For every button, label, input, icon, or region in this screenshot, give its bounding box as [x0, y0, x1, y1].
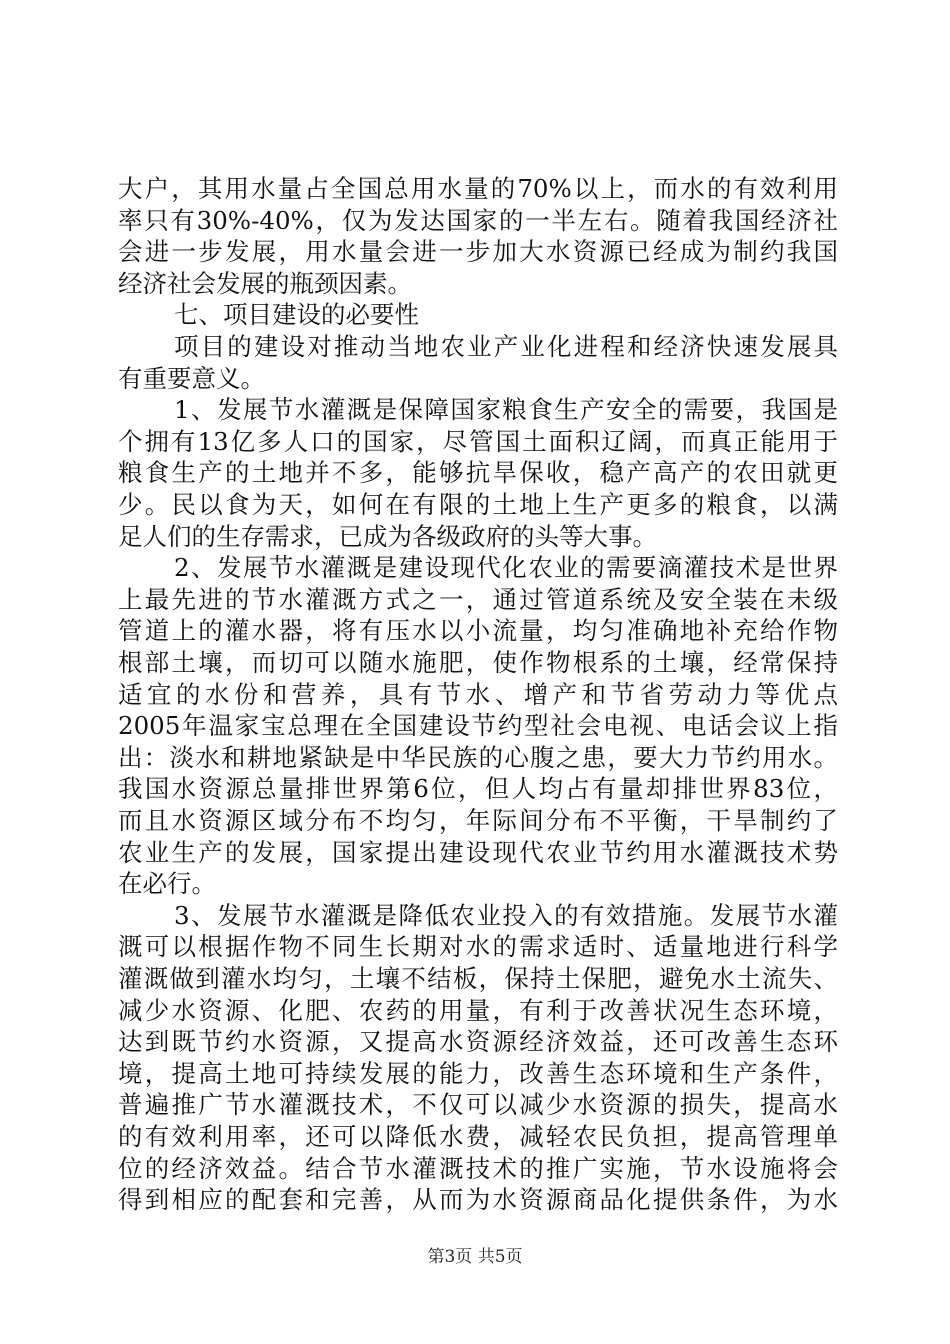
paragraph-line: 灌溉做到灌水均匀，土壤不结板，保持土保肥，避免水土流失、 [118, 964, 838, 993]
paragraph-line: 3、发展节水灌溉是降低农业投入的有效措施。发展节水灌 [174, 900, 838, 930]
paragraph-line: 上最先进的节水灌溉方式之一，通过管道系统及安全装在未级 [118, 584, 838, 614]
paragraph-line: 根部土壤，而切可以随水施肥，使作物根系的土壤，经常保持 [118, 648, 838, 677]
paragraph-line: 项目的建设对推动当地农业产业化进程和经济快速发展具 [174, 332, 838, 361]
paragraph-line: 减少水资源、化肥、农药的用量，有利于改善状况生态环境， [118, 995, 838, 1025]
paragraph-line: 农业生产的发展，国家提出建设现代农业节约用水灌溉技术势 [118, 837, 838, 867]
paragraph-line: 1、发展节水灌溉是保障国家粮食生产安全的需要，我国是 [174, 395, 838, 425]
paragraph-line: 在必行。 [118, 869, 216, 899]
paragraph-line: 粮食生产的土地并不多，能够抗旱保收，稳产高产的农田就更 [118, 458, 838, 488]
paragraph-line: 达到既节约水资源，又提高水资源经济效益，还可改善生态环 [118, 1027, 838, 1057]
paragraph-line: 管道上的灌水器，将有压水以小流量，均匀准确地补充给作物 [118, 616, 838, 646]
paragraph-line: 少。民以食为天，如何在有限的土地上生产更多的粮食，以满 [118, 490, 838, 519]
paragraph-line: 位的经济效益。结合节水灌溉技术的推广实施，节水设施将会 [118, 1153, 838, 1183]
paragraph-line: 会进一步发展，用水量会进一步加大水资源已经成为制约我国 [118, 237, 838, 267]
paragraph-line: 2、发展节水灌溉是建设现代化农业的需要滴灌技术是世界 [174, 553, 838, 583]
paragraph-line: 得到相应的配套和完善，从而为水资源商品化提供条件，为水 [118, 1185, 838, 1215]
paragraph-line: 个拥有13亿多人口的国家，尽管国土面积辽阔，而真正能用于 [118, 426, 838, 456]
paragraph-line: 溉可以根据作物不同生长期对水的需求适时、适量地进行科学 [118, 932, 838, 962]
paragraph-line: 适宜的水份和营养，具有节水、增产和节省劳动力等优点 [118, 679, 838, 709]
paragraph-line: 大户，其用水量占全国总用水量的70%以上，而水的有效利用 [118, 174, 838, 203]
paragraph-line: 足人们的生存需求，已成为各级政府的头等大事。 [118, 521, 657, 551]
paragraph-line: 我国水资源总量排世界第6位，但人均占有量却排世界83位， [118, 774, 838, 804]
paragraph-line: 的有效利用率，还可以降低水费，减轻农民负担，提高管理单 [118, 1122, 838, 1151]
paragraph-line: 境，提高土地可持续发展的能力，改善生态环境和生产条件， [118, 1058, 838, 1088]
paragraph-line: 普遍推广节水灌溉技术，不仅可以减少水资源的损失，提高水 [118, 1090, 838, 1120]
paragraph-line: 有重要意义。 [118, 363, 265, 393]
section-heading: 七、项目建设的必要性 [174, 300, 419, 330]
paragraph-line: 经济社会发展的瓶颈因素。 [118, 268, 412, 298]
paragraph-line: 2005年温家宝总理在全国建设节约型社会电视、电话会议上指 [118, 711, 838, 741]
paragraph-line: 出：淡水和耕地紧缺是中华民族的心腹之患，要大力节约用水。 [118, 742, 838, 772]
paragraph-line: 率只有30%-40%，仅为发达国家的一半左右。随着我国经济社 [118, 205, 838, 235]
page-footer: 第3页 共5页 [427, 1247, 523, 1267]
paragraph-line: 而且水资源区域分布不均匀，年际间分布不平衡，干旱制约了 [118, 806, 838, 835]
